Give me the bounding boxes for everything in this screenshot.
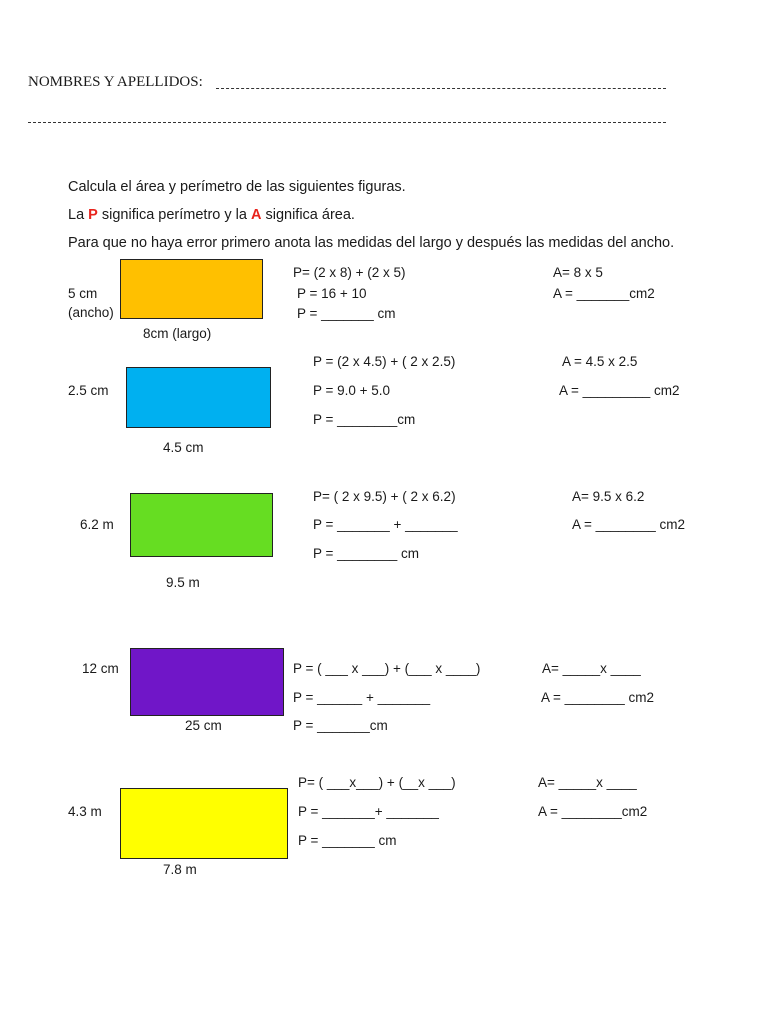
figure-4-rectangle	[130, 648, 284, 716]
figure-4-perimeter-answer[interactable]: P = _______cm	[293, 718, 388, 733]
figure-3-area-answer[interactable]: A = ________ cm2	[572, 517, 685, 532]
figure-3-bottom-label: 9.5 m	[166, 575, 200, 590]
figure-2-area-line-1: A = 4.5 x 2.5	[562, 354, 638, 369]
figure-1-side-label: 5 cm	[68, 286, 98, 301]
figure-5-perimeter-line-1[interactable]: P= ( ___x___) + (__x ___)	[298, 775, 456, 790]
figure-1-area-answer[interactable]: A = _______cm2	[553, 286, 655, 301]
figure-3-perimeter-line-2[interactable]: P = _______ + _______	[313, 517, 458, 532]
figure-1-bottom-label: 8cm (largo)	[143, 326, 212, 341]
figure-1-perimeter-line-2: P = 16 + 10	[297, 286, 367, 301]
p-letter: P	[88, 207, 98, 223]
figure-1-perimeter-line-1: P= (2 x 8) + (2 x 5)	[293, 265, 406, 280]
figure-1-area-line-1: A= 8 x 5	[553, 265, 603, 280]
figure-5-bottom-label: 7.8 m	[163, 862, 197, 877]
figure-5-rectangle	[120, 788, 288, 859]
figure-4-side-label: 12 cm	[82, 661, 119, 676]
figure-1-perimeter-answer[interactable]: P = _______ cm	[297, 306, 396, 321]
figure-2-perimeter-line-1: P = (2 x 4.5) + ( 2 x 2.5)	[313, 354, 456, 369]
figure-2-side-label: 2.5 cm	[68, 383, 109, 398]
a-letter: A	[250, 207, 262, 223]
name-label: NOMBRES Y APELLIDOS:	[28, 74, 203, 90]
figure-5-side-label: 4.3 m	[68, 804, 102, 819]
figure-5-area-answer[interactable]: A = ________cm2	[538, 804, 648, 819]
figure-4-perimeter-line-2[interactable]: P = ______ + _______	[293, 690, 431, 705]
figure-2-bottom-label: 4.5 cm	[163, 440, 204, 455]
figure-3-rectangle	[130, 493, 273, 557]
figure-1-side-label-2: (ancho)	[68, 305, 114, 320]
figure-2-perimeter-answer[interactable]: P = ________cm	[313, 412, 416, 427]
figure-5-perimeter-answer[interactable]: P = _______ cm	[298, 833, 397, 848]
instruction-line-3: Para que no haya error primero anota las medidas del largo y después las medidas del ancho.	[68, 235, 675, 251]
figure-5-perimeter-line-2[interactable]: P = _______+ _______	[298, 804, 439, 819]
figure-4-area-answer[interactable]: A = ________ cm2	[541, 690, 654, 705]
figure-4-perimeter-line-1[interactable]: P = ( ___ x ___) + (___ x ____)	[293, 661, 481, 676]
name-line-1[interactable]	[216, 88, 666, 89]
figure-2-area-answer[interactable]: A = _________ cm2	[559, 383, 680, 398]
name-line-2[interactable]	[28, 122, 666, 123]
figure-4-area-line-1[interactable]: A= _____x ____	[542, 661, 641, 676]
figure-3-side-label: 6.2 m	[80, 517, 114, 532]
figure-3-area-line-1: A= 9.5 x 6.2	[572, 489, 645, 504]
figure-2-perimeter-line-2: P = 9.0 + 5.0	[313, 383, 391, 398]
figure-3-perimeter-line-1: P= ( 2 x 9.5) + ( 2 x 6.2)	[313, 489, 456, 504]
figure-2-rectangle	[126, 367, 271, 428]
instruction-line-2: La P significa perímetro y la A significa área.	[68, 207, 355, 223]
figure-4-bottom-label: 25 cm	[185, 718, 222, 733]
instruction-line-1: Calcula el área y perímetro de las siguientes figuras.	[68, 179, 406, 195]
figure-5-area-line-1[interactable]: A= _____x ____	[538, 775, 637, 790]
figure-1-rectangle	[120, 259, 263, 319]
figure-3-perimeter-answer[interactable]: P = ________ cm	[313, 546, 419, 561]
